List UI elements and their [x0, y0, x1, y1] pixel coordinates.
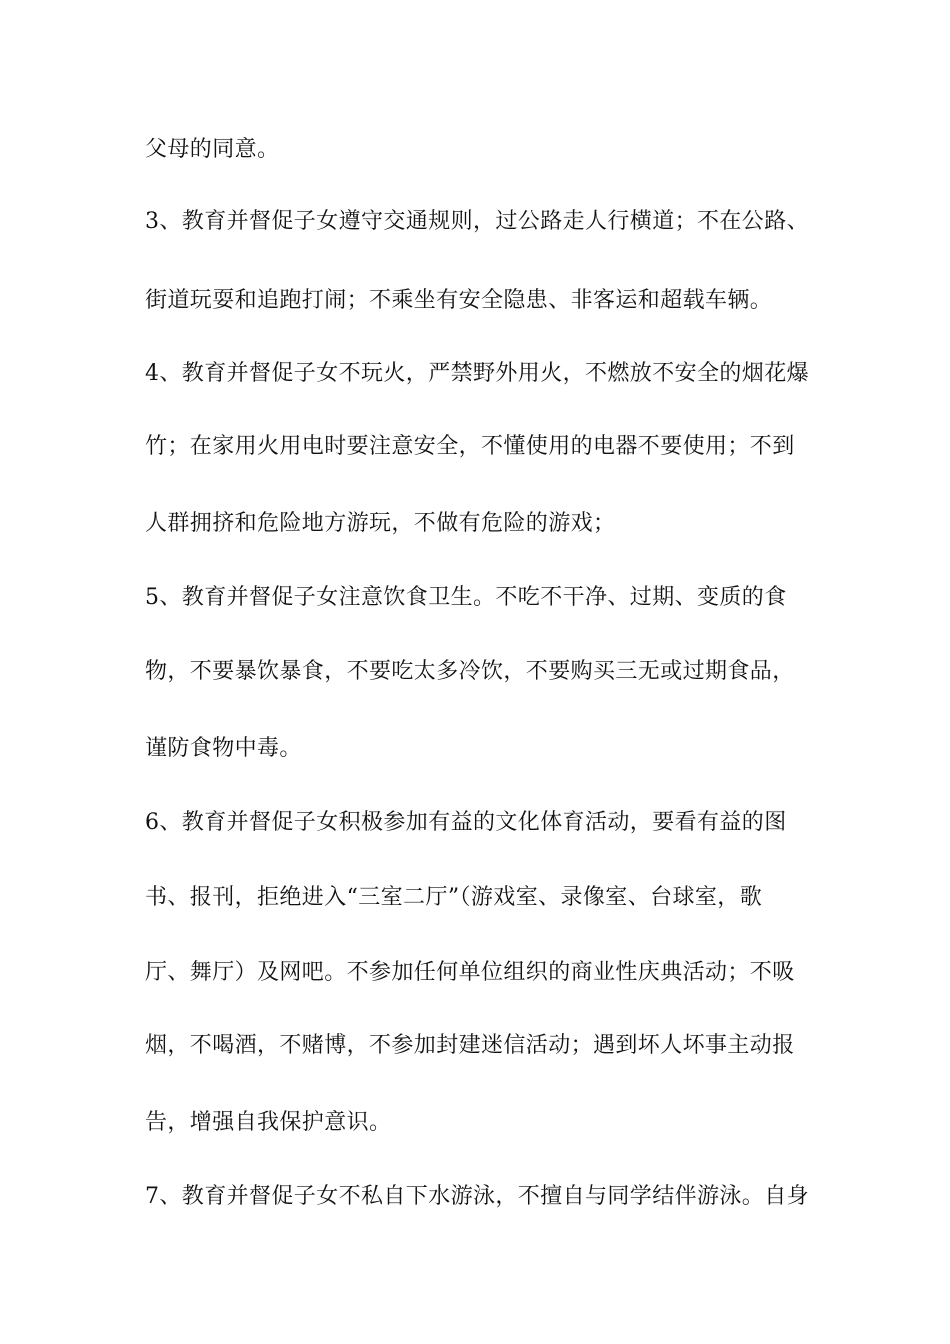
- text-line: 物，不要暴饮暴食，不要吃太多冷饮，不要购买三无或过期食品，: [145, 659, 795, 684]
- text-line: 4、教育并督促子女不玩火，严禁野外用火，不燃放不安全的烟花爆: [145, 361, 809, 386]
- text-line: 父母的同意。: [145, 137, 280, 162]
- text-line: 3、教育并督促子女遵守交通规则，过公路走人行横道；不在公路、: [145, 209, 809, 234]
- text-line: 书、报刊，拒绝进入“三室二厅”（游戏室、录像室、台球室，歌: [145, 885, 763, 910]
- text-line: 7、教育并督促子女不私自下水游泳，不擅自与同学结伴游泳。自身: [145, 1184, 809, 1209]
- text-line: 谨防食物中毒。: [145, 736, 302, 761]
- text-line: 告，增强自我保护意识。: [145, 1110, 392, 1135]
- text-line: 烟，不喝酒，不赌博，不参加封建迷信活动；遇到坏人坏事主动报: [145, 1033, 795, 1058]
- text-line: 街道玩耍和追跑打闹；不乘坐有安全隐患、非客运和超载车辆。: [145, 288, 773, 313]
- text-line: 人群拥挤和危险地方游玩，不做有危险的游戏；: [145, 511, 616, 536]
- text-line: 竹；在家用火用电时要注意安全，不懂使用的电器不要使用；不到: [145, 434, 795, 459]
- text-line: 6、教育并督促子女积极参加有益的文化体育活动，要看有益的图: [145, 810, 787, 835]
- text-line: 5、教育并督促子女注意饮食卫生。不吃不干净、过期、变质的食: [145, 585, 787, 610]
- text-line: 厅、舞厅）及网吧。不参加任何单位组织的商业性庆典活动；不吸: [145, 960, 795, 985]
